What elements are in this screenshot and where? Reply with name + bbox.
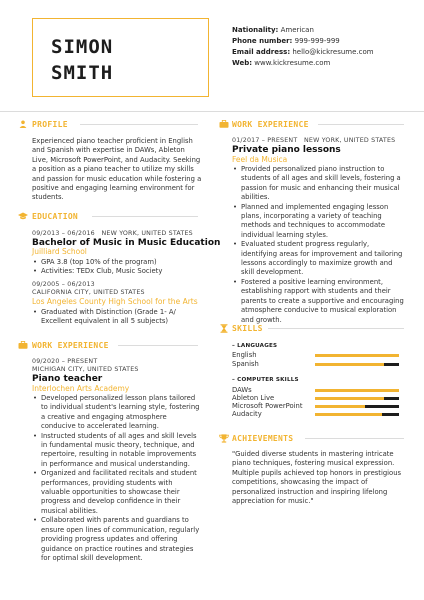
work-right-meta: 01/2017 – PRESENT NEW YORK, UNITED STATES [232, 137, 396, 144]
skill-bar-audacity [315, 413, 399, 416]
skill-bar-daws [315, 389, 399, 392]
edu2-meta: 09/2005 – 06/2013 [32, 281, 95, 288]
achievements-heading: ACHIEVEMENTS [232, 434, 294, 443]
skill-daws: DAWs [232, 386, 252, 394]
header-divider [0, 111, 424, 112]
contact-nationality: Nationality: American [232, 26, 314, 34]
languages-label: – LANGUAGES [232, 343, 278, 349]
briefcase-icon [18, 341, 28, 351]
contact-email: Email address: hello@kickresume.com [232, 48, 374, 56]
skill-audacity: Audacity [232, 410, 262, 418]
achievements-line [305, 438, 404, 439]
work-left-line [118, 345, 198, 346]
skills-line [268, 328, 404, 329]
work-right-heading: WORK EXPERIENCE [232, 120, 309, 129]
list-item: • Activities: TEDx Club, Music Society [32, 267, 202, 276]
work-right-org: Feel da Musica [232, 155, 288, 164]
skill-ableton: Ableton Live [232, 394, 275, 402]
edu1-degree: Bachelor of Music in Music Education [32, 238, 221, 248]
list-item: • GPA 3.8 (top 10% of the program) [32, 258, 202, 267]
work-left-heading: WORK EXPERIENCE [32, 341, 109, 350]
profile-text: Experienced piano teacher proficient in English and Spanish with expertise in DAWs, Ableton Live, Microsoft PowerPoint, and Audacity. Seeking a position as a piano teacher to utilize my skills and passion for music education while fostering a positive and engaging learning environment for students. [32, 137, 202, 202]
work-left-bullets [32, 394, 202, 563]
contact-info [232, 25, 374, 69]
list-item: • Developed personalized lesson plans tailored to individual student's learning style, fostering a creative and engaging atmosphere conducive to accelerated learning. [32, 394, 202, 432]
contact-phone: Phone number: 999-999-999 [232, 37, 340, 45]
last-name: SMITH [51, 62, 114, 84]
name-box [32, 18, 209, 97]
education-heading: EDUCATION [32, 212, 79, 221]
first-name: SIMON [51, 36, 114, 58]
skill-bar-ableton [315, 397, 399, 400]
profile-heading: PROFILE [32, 120, 68, 129]
edu1-meta: 09/2013 – 06/2016 NEW YORK, UNITED STATES [32, 230, 193, 237]
graduation-cap-icon [18, 212, 28, 222]
work-right-job: Private piano lessons [232, 145, 341, 155]
education-line [92, 216, 198, 217]
computer-skills-label: – COMPUTER SKILLS [232, 377, 299, 383]
list-item: • Fostered a positive learning environment, establishing rapport with students and their parents to create a supportive and encouraging atmosphere conducive to musical exploration and growth. [232, 278, 404, 325]
list-item: • Instructed students of all ages and skill levels in fundamental music theory, technique, and repertoire, resulting in notable improvements in performance and musical understanding. [32, 432, 202, 470]
edu2-bullets [32, 308, 202, 327]
hourglass-icon [220, 324, 228, 335]
edu2-location: CALIFORNIA CITY, UNITED STATES [32, 289, 145, 296]
skill-bar-spanish [315, 363, 399, 366]
briefcase-icon [219, 120, 229, 130]
work-right-line [318, 124, 404, 125]
list-item: • Collaborated with parents and guardians to ensure open lines of communication, regularly providing progress updates and offering guidance on practice routines and strategies for optimal skill development. [32, 516, 202, 563]
edu1-school: Juilliard School [32, 247, 87, 256]
skill-spanish: Spanish [232, 360, 259, 368]
profile-line [80, 124, 198, 125]
trophy-icon [219, 434, 229, 445]
list-item: • Organized and facilitated recitals and student performances, providing students with valuable opportunities to showcase their progress and develop confidence in their musical abilities. [32, 469, 202, 516]
skill-english: English [232, 351, 257, 359]
edu2-school: Los Angeles County High School for the Arts [32, 297, 198, 306]
person-icon [19, 120, 27, 130]
list-item: • Planned and implemented engaging lesson plans, incorporating a variety of teaching methods and techniques to accommodate individual learning styles. [232, 203, 404, 241]
work-left-dates: 09/2020 – PRESENT [32, 358, 98, 365]
skills-heading: SKILLS [232, 324, 263, 333]
contact-web: Web: www.kickresume.com [232, 59, 331, 67]
list-item: • Evaluated student progress regularly, identifying areas for improvement and tailoring lessons accordingly to maximize growth and skill development. [232, 240, 404, 278]
list-item: • Provided personalized piano instruction to students of all ages and skill levels, fostering a passion for music and enhancing their musical abilities. [232, 165, 404, 203]
skill-bar-powerpoint [315, 405, 399, 408]
list-item: • Graduated with Distinction (Grade 1- A/ Excellent equivalent in all 5 subjects) [32, 308, 202, 327]
work-left-job: Piano teacher [32, 374, 103, 384]
edu1-bullets [32, 258, 202, 277]
skill-powerpoint: Microsoft PowerPoint [232, 402, 303, 410]
achievements-text: "Guided diverse students in mastering intricate piano techniques, fostering musical expression. Multiple pupils achieved top honors in prestigious competitions, showcasing the impact of personalized instruction and inspiring lifelong appreciation for music." [232, 450, 402, 506]
work-left-org: Interlochen Arts Academy [32, 384, 130, 393]
skill-bar-english [315, 354, 399, 357]
work-left-location: MICHIGAN CITY, UNITED STATES [32, 366, 139, 373]
work-right-bullets [232, 165, 404, 325]
